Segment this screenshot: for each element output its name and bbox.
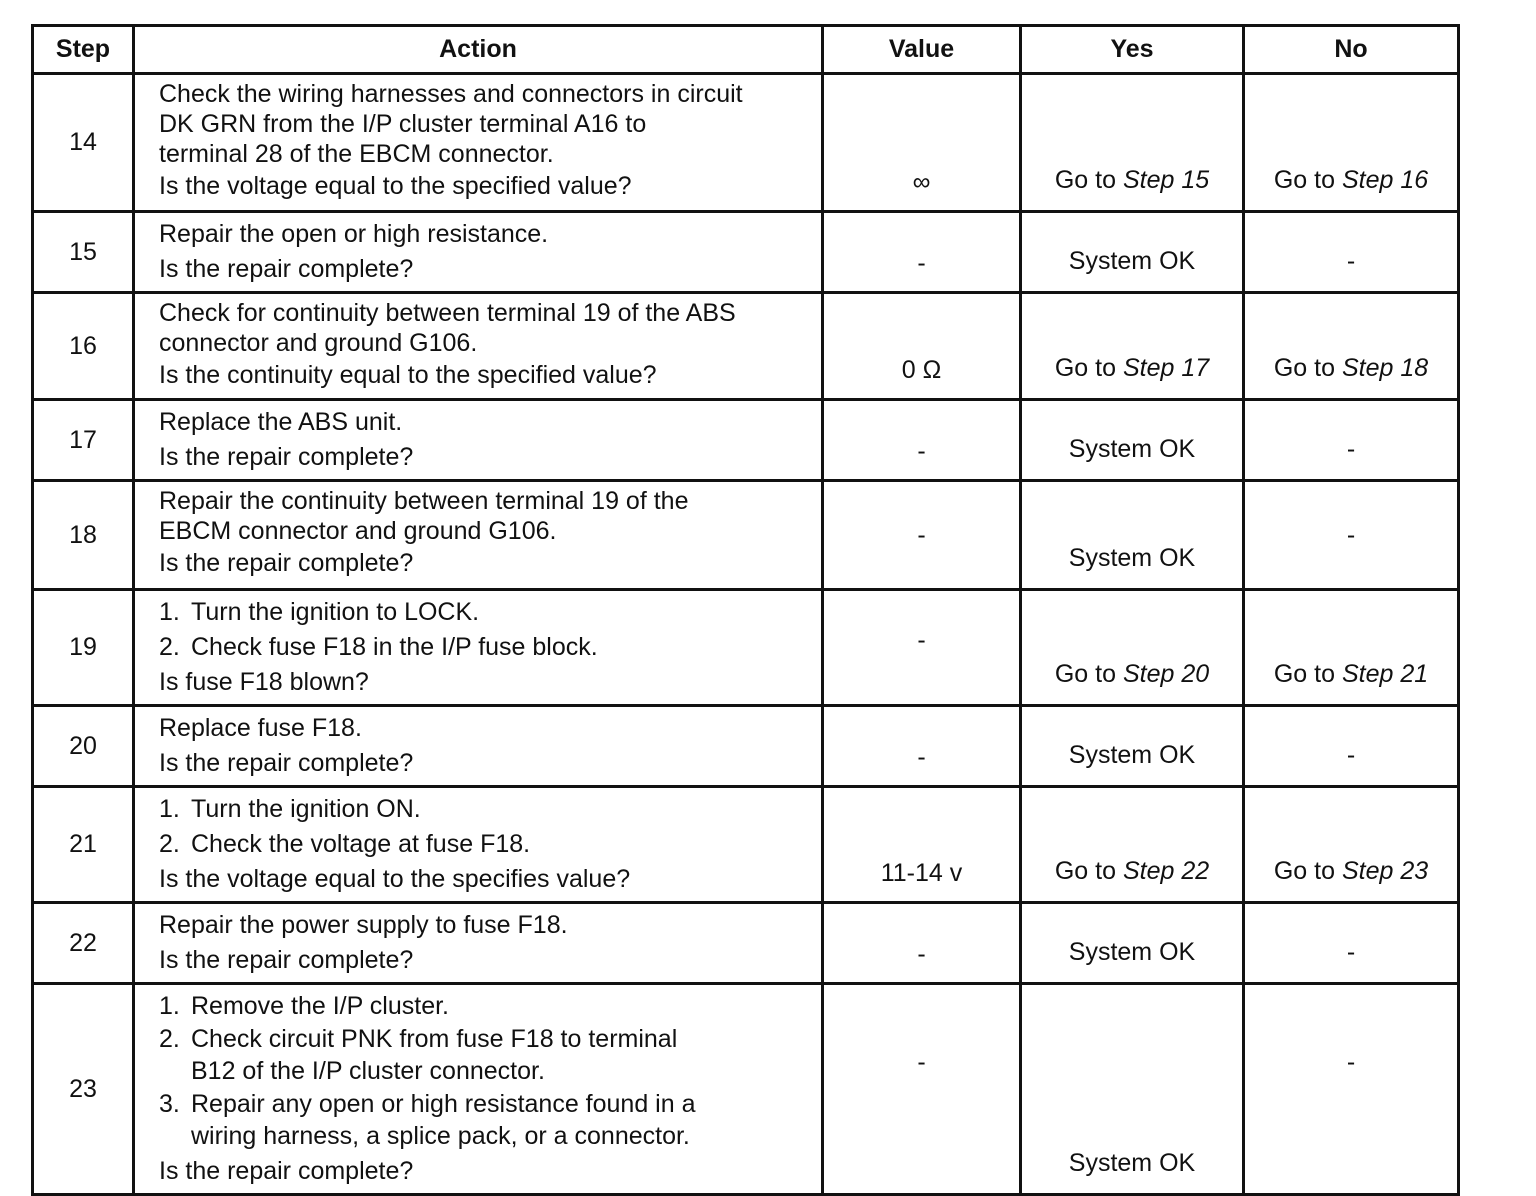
goto-text: Go to <box>1054 660 1116 688</box>
header-row <box>33 26 1459 74</box>
action-question: Is the voltage equal to the specified value? <box>159 172 632 200</box>
item-number: 3. <box>159 1090 180 1118</box>
action-cell <box>134 212 823 293</box>
step-link: Step 20 <box>1122 660 1210 688</box>
step-link: Step 15 <box>1122 166 1210 194</box>
action-line: EBCM connector and ground G106. <box>159 517 557 545</box>
value-cell: - <box>823 590 1021 706</box>
step-number: 18 <box>33 481 134 590</box>
step-number: 14 <box>33 74 134 212</box>
action-question: Is the voltage equal to the specifies value? <box>159 865 631 893</box>
value-cell: ∞ <box>823 74 1021 212</box>
action-step-item <box>159 827 811 862</box>
header-no: No <box>1244 26 1459 74</box>
value-cell: - <box>823 706 1021 787</box>
action-step-item <box>159 792 811 827</box>
table-row <box>33 481 1459 590</box>
goto-text: Go to <box>1273 857 1335 885</box>
header-value: Value <box>823 26 1021 74</box>
item-text: Turn the ignition ON. <box>191 795 421 823</box>
diagnostic-table <box>31 24 1460 1196</box>
step-number: 21 <box>33 787 134 903</box>
yes-cell: System OK <box>1021 903 1244 984</box>
action-line: Replace fuse F18. <box>159 714 362 742</box>
goto-text: Go to <box>1273 660 1335 688</box>
step-link: Step 21 <box>1341 660 1429 688</box>
table-row <box>33 400 1459 481</box>
action-line: Check for continuity between terminal 19 of the ABS <box>159 299 736 327</box>
no-cell: - <box>1244 706 1459 787</box>
item-number: 2. <box>159 1025 180 1053</box>
yes-cell: System OK <box>1021 984 1244 1195</box>
step-number: 17 <box>33 400 134 481</box>
step-link: Step 18 <box>1341 354 1429 382</box>
item-text: Check circuit PNK from fuse F18 to terminal <box>191 1025 678 1053</box>
no-cell: - <box>1244 481 1459 590</box>
item-text: Repair any open or high resistance found in a <box>191 1090 696 1118</box>
step-link: Step 22 <box>1122 857 1210 885</box>
action-cell <box>134 984 823 1195</box>
step-number: 16 <box>33 293 134 400</box>
value-cell: - <box>823 984 1021 1195</box>
yes-cell: System OK <box>1021 212 1244 293</box>
yes-cell: System OK <box>1021 481 1244 590</box>
value-cell: - <box>823 481 1021 590</box>
action-cell <box>134 787 823 903</box>
value-cell: 0 Ω <box>823 293 1021 400</box>
step-number: 20 <box>33 706 134 787</box>
action-cell <box>134 903 823 984</box>
action-step-item <box>159 630 811 665</box>
action-question: Is the repair complete? <box>159 1157 414 1185</box>
action-step-item <box>159 989 811 1024</box>
action-line: Replace the ABS unit. <box>159 408 403 436</box>
action-question: Is the repair complete? <box>159 549 414 577</box>
action-line: Repair the open or high resistance. <box>159 220 549 248</box>
action-cell <box>134 74 823 212</box>
action-line: Repair the power supply to fuse F18. <box>159 911 568 939</box>
value-cell: - <box>823 400 1021 481</box>
yes-cell <box>1021 293 1244 400</box>
goto-text: Go to <box>1054 354 1116 382</box>
action-line: DK GRN from the I/P cluster terminal A16 to <box>159 110 647 138</box>
action-cell <box>134 400 823 481</box>
table-row <box>33 590 1459 706</box>
no-cell <box>1244 590 1459 706</box>
goto-text: Go to <box>1273 166 1335 194</box>
item-text: Turn the ignition to LOCK. <box>191 598 480 626</box>
action-question: Is fuse F18 blown? <box>159 668 369 696</box>
action-question: Is the repair complete? <box>159 255 414 283</box>
action-cell <box>134 293 823 400</box>
header-action: Action <box>134 26 823 74</box>
step-number: 15 <box>33 212 134 293</box>
header-yes: Yes <box>1021 26 1244 74</box>
table-row <box>33 787 1459 903</box>
action-line: Repair the continuity between terminal 19 of the <box>159 487 689 515</box>
no-cell <box>1244 787 1459 903</box>
item-continuation: wiring harness, a splice pack, or a connector. <box>191 1122 690 1150</box>
yes-cell <box>1021 590 1244 706</box>
step-number: 22 <box>33 903 134 984</box>
no-cell <box>1244 74 1459 212</box>
action-cell <box>134 706 823 787</box>
step-link: Step 17 <box>1122 354 1210 382</box>
item-number: 1. <box>159 598 180 626</box>
goto-text: Go to <box>1273 354 1335 382</box>
value-cell: - <box>823 212 1021 293</box>
action-question: Is the repair complete? <box>159 443 414 471</box>
yes-cell: System OK <box>1021 706 1244 787</box>
no-cell: - <box>1244 400 1459 481</box>
step-number: 23 <box>33 984 134 1195</box>
item-continuation: B12 of the I/P cluster connector. <box>191 1057 545 1085</box>
no-cell: - <box>1244 212 1459 293</box>
yes-cell <box>1021 787 1244 903</box>
no-cell: - <box>1244 903 1459 984</box>
item-number: 1. <box>159 992 180 1020</box>
item-number: 2. <box>159 830 180 858</box>
goto-text: Go to <box>1054 166 1116 194</box>
step-number: 19 <box>33 590 134 706</box>
action-line: Check the wiring harnesses and connectors in circuit <box>159 80 743 108</box>
table-row <box>33 293 1459 400</box>
table-row <box>33 984 1459 1195</box>
action-question: Is the repair complete? <box>159 749 414 777</box>
goto-text: Go to <box>1054 857 1116 885</box>
item-number: 2. <box>159 633 180 661</box>
action-cell <box>134 590 823 706</box>
action-cell <box>134 481 823 590</box>
yes-cell: System OK <box>1021 400 1244 481</box>
action-step-item <box>159 1089 811 1119</box>
table-row <box>33 212 1459 293</box>
action-line: terminal 28 of the EBCM connector. <box>159 140 554 168</box>
value-cell: 11-14 v <box>823 787 1021 903</box>
step-link: Step 23 <box>1341 857 1429 885</box>
value-cell: - <box>823 903 1021 984</box>
table-row <box>33 903 1459 984</box>
table-row <box>33 74 1459 212</box>
item-number: 1. <box>159 795 180 823</box>
item-text: Remove the I/P cluster. <box>191 992 449 1020</box>
action-question: Is the repair complete? <box>159 946 414 974</box>
step-link: Step 16 <box>1341 166 1429 194</box>
item-text: Check the voltage at fuse F18. <box>191 830 531 858</box>
header-step: Step <box>33 26 134 74</box>
no-cell <box>1244 293 1459 400</box>
no-cell: - <box>1244 984 1459 1195</box>
action-question: Is the continuity equal to the specified value? <box>159 361 657 389</box>
item-text: Check fuse F18 in the I/P fuse block. <box>191 633 598 661</box>
action-line: connector and ground G106. <box>159 329 478 357</box>
action-step-item <box>159 595 811 630</box>
table-row <box>33 706 1459 787</box>
action-step-item <box>159 1024 811 1054</box>
yes-cell <box>1021 74 1244 212</box>
